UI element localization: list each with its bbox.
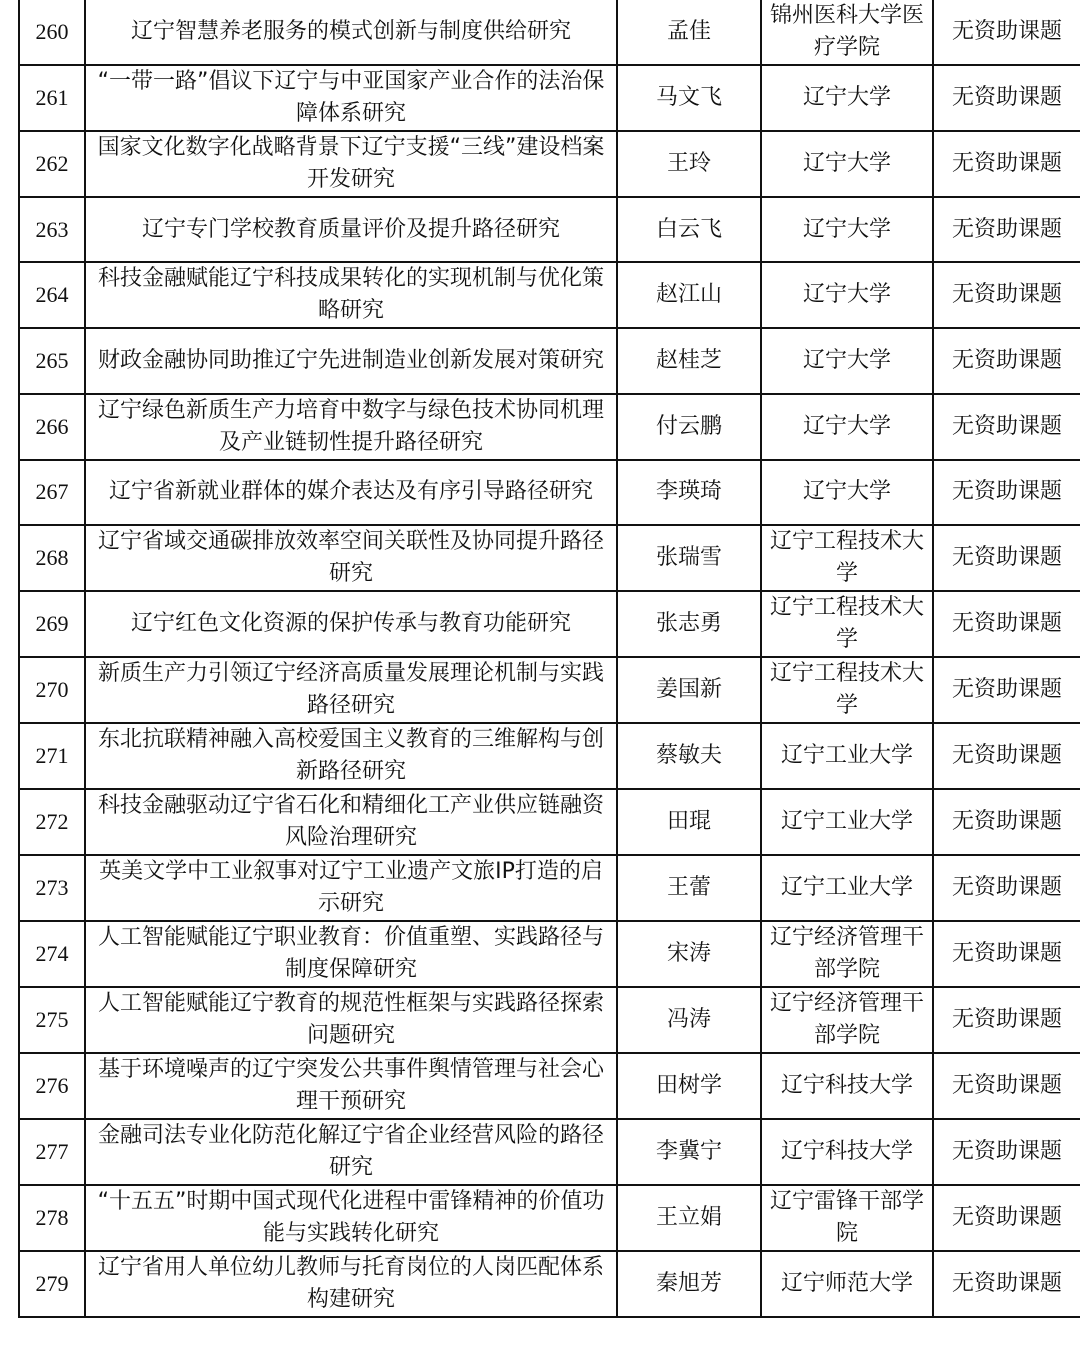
row-number: 277 — [19, 1119, 85, 1185]
project-title: 财政金融协同助推辽宁先进制造业创新发展对策研究 — [85, 328, 617, 393]
project-leader: 宋涛 — [617, 921, 761, 987]
project-title: “一带一路”倡议下辽宁与中亚国家产业合作的法治保障体系研究 — [85, 65, 617, 131]
row-number: 265 — [19, 328, 85, 393]
project-title: 辽宁专门学校教育质量评价及提升路径研究 — [85, 197, 617, 262]
row-number: 278 — [19, 1185, 85, 1251]
project-leader: 蔡敏夫 — [617, 723, 761, 789]
work-unit: 辽宁工业大学 — [761, 855, 933, 921]
row-number: 275 — [19, 987, 85, 1053]
funding-type: 无资助课题 — [933, 394, 1080, 460]
project-title: 人工智能赋能辽宁职业教育：价值重塑、实践路径与制度保障研究 — [85, 921, 617, 987]
funding-type: 无资助课题 — [933, 723, 1080, 789]
table-row — [19, 723, 1080, 789]
row-number: 272 — [19, 789, 85, 855]
project-title: 辽宁智慧养老服务的模式创新与制度供给研究 — [85, 0, 617, 65]
project-title: 科技金融赋能辽宁科技成果转化的实现机制与优化策略研究 — [85, 262, 617, 328]
work-unit: 辽宁大学 — [761, 262, 933, 328]
project-leader: 白云飞 — [617, 197, 761, 262]
project-leader: 王蕾 — [617, 855, 761, 921]
table-row — [19, 262, 1080, 328]
table-row — [19, 65, 1080, 131]
work-unit: 辽宁科技大学 — [761, 1053, 933, 1119]
project-title: 辽宁省用人单位幼儿教师与托育岗位的人岗匹配体系构建研究 — [85, 1251, 617, 1317]
work-unit: 辽宁大学 — [761, 460, 933, 525]
table-row — [19, 197, 1080, 262]
funding-type: 无资助课题 — [933, 1251, 1080, 1317]
table-row — [19, 657, 1080, 723]
work-unit: 锦州医科大学医疗学院 — [761, 0, 933, 65]
project-title: 科技金融驱动辽宁省石化和精细化工产业供应链融资风险治理研究 — [85, 789, 617, 855]
table-row — [19, 0, 1080, 65]
project-leader: 赵桂芝 — [617, 328, 761, 393]
row-number: 269 — [19, 591, 85, 657]
row-number: 279 — [19, 1251, 85, 1317]
table-row — [19, 1251, 1080, 1317]
row-number: 264 — [19, 262, 85, 328]
project-title: 国家文化数字化战略背景下辽宁支援“三线”建设档案开发研究 — [85, 131, 617, 197]
project-title: 辽宁红色文化资源的保护传承与教育功能研究 — [85, 591, 617, 657]
funding-type: 无资助课题 — [933, 525, 1080, 591]
row-number: 270 — [19, 657, 85, 723]
funding-type: 无资助课题 — [933, 262, 1080, 328]
funding-type: 无资助课题 — [933, 460, 1080, 525]
project-title: 东北抗联精神融入高校爱国主义教育的三维解构与创新路径研究 — [85, 723, 617, 789]
funding-type: 无资助课题 — [933, 328, 1080, 393]
work-unit: 辽宁雷锋干部学院 — [761, 1185, 933, 1251]
row-number: 260 — [19, 0, 85, 65]
table-row — [19, 131, 1080, 197]
funding-type: 无资助课题 — [933, 131, 1080, 197]
project-leader: 张瑞雪 — [617, 525, 761, 591]
work-unit: 辽宁工程技术大学 — [761, 525, 933, 591]
work-unit: 辽宁工程技术大学 — [761, 657, 933, 723]
project-title: 辽宁省域交通碳排放效率空间关联性及协同提升路径研究 — [85, 525, 617, 591]
project-leader: 秦旭芳 — [617, 1251, 761, 1317]
project-leader: 田琨 — [617, 789, 761, 855]
project-leader: 孟佳 — [617, 0, 761, 65]
table-row — [19, 591, 1080, 657]
work-unit: 辽宁工程技术大学 — [761, 591, 933, 657]
funding-type: 无资助课题 — [933, 921, 1080, 987]
table-row — [19, 987, 1080, 1053]
project-title: 基于环境噪声的辽宁突发公共事件舆情管理与社会心理干预研究 — [85, 1053, 617, 1119]
project-leader: 李冀宁 — [617, 1119, 761, 1185]
project-table — [18, 0, 1080, 1318]
table-row — [19, 1053, 1080, 1119]
funding-type: 无资助课题 — [933, 789, 1080, 855]
funding-type: 无资助课题 — [933, 1053, 1080, 1119]
row-number: 274 — [19, 921, 85, 987]
project-leader: 王玲 — [617, 131, 761, 197]
project-leader: 冯涛 — [617, 987, 761, 1053]
work-unit: 辽宁科技大学 — [761, 1119, 933, 1185]
project-leader: 姜国新 — [617, 657, 761, 723]
work-unit: 辽宁大学 — [761, 328, 933, 393]
project-leader: 马文飞 — [617, 65, 761, 131]
row-number: 261 — [19, 65, 85, 131]
funding-type: 无资助课题 — [933, 657, 1080, 723]
project-title: 英美文学中工业叙事对辽宁工业遗产文旅IP打造的启示研究 — [85, 855, 617, 921]
project-leader: 田树学 — [617, 1053, 761, 1119]
work-unit: 辽宁师范大学 — [761, 1251, 933, 1317]
row-number: 267 — [19, 460, 85, 525]
work-unit: 辽宁大学 — [761, 131, 933, 197]
table-row — [19, 328, 1080, 393]
table-row — [19, 460, 1080, 525]
funding-type: 无资助课题 — [933, 197, 1080, 262]
funding-type: 无资助课题 — [933, 65, 1080, 131]
row-number: 271 — [19, 723, 85, 789]
work-unit: 辽宁大学 — [761, 394, 933, 460]
table-row — [19, 1119, 1080, 1185]
table-body — [19, 0, 1080, 1317]
project-leader: 赵江山 — [617, 262, 761, 328]
funding-type: 无资助课题 — [933, 855, 1080, 921]
project-title: 人工智能赋能辽宁教育的规范性框架与实践路径探索问题研究 — [85, 987, 617, 1053]
work-unit: 辽宁经济管理干部学院 — [761, 921, 933, 987]
funding-type: 无资助课题 — [933, 0, 1080, 65]
table-row — [19, 921, 1080, 987]
work-unit: 辽宁工业大学 — [761, 723, 933, 789]
row-number: 268 — [19, 525, 85, 591]
project-title: 新质生产力引领辽宁经济高质量发展理论机制与实践路径研究 — [85, 657, 617, 723]
work-unit: 辽宁经济管理干部学院 — [761, 987, 933, 1053]
project-title: 金融司法专业化防范化解辽宁省企业经营风险的路径研究 — [85, 1119, 617, 1185]
funding-type: 无资助课题 — [933, 987, 1080, 1053]
funding-type: 无资助课题 — [933, 591, 1080, 657]
project-title: 辽宁绿色新质生产力培育中数字与绿色技术协同机理及产业链韧性提升路径研究 — [85, 394, 617, 460]
work-unit: 辽宁大学 — [761, 197, 933, 262]
table-row — [19, 789, 1080, 855]
row-number: 266 — [19, 394, 85, 460]
table-row — [19, 855, 1080, 921]
table-row — [19, 394, 1080, 460]
row-number: 276 — [19, 1053, 85, 1119]
project-leader: 付云鹏 — [617, 394, 761, 460]
funding-type: 无资助课题 — [933, 1185, 1080, 1251]
table-row — [19, 1185, 1080, 1251]
table-row — [19, 525, 1080, 591]
project-leader: 李瑛琦 — [617, 460, 761, 525]
row-number: 263 — [19, 197, 85, 262]
project-leader: 王立娟 — [617, 1185, 761, 1251]
project-title: 辽宁省新就业群体的媒介表达及有序引导路径研究 — [85, 460, 617, 525]
project-title: “十五五”时期中国式现代化进程中雷锋精神的价值功能与实践转化研究 — [85, 1185, 617, 1251]
work-unit: 辽宁大学 — [761, 65, 933, 131]
work-unit: 辽宁工业大学 — [761, 789, 933, 855]
funding-type: 无资助课题 — [933, 1119, 1080, 1185]
row-number: 262 — [19, 131, 85, 197]
project-leader: 张志勇 — [617, 591, 761, 657]
row-number: 273 — [19, 855, 85, 921]
